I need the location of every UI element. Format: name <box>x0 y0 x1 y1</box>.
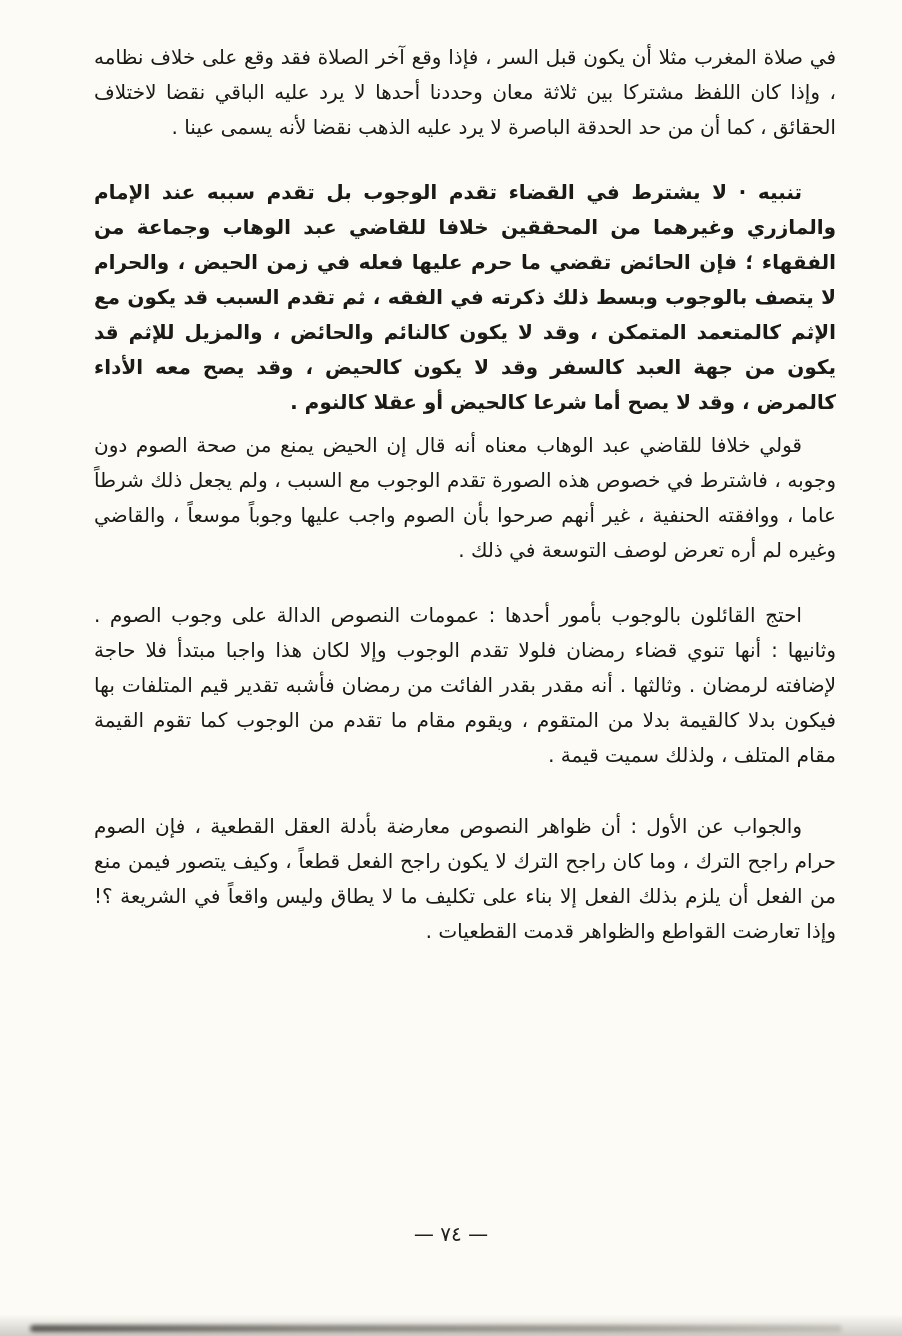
paragraph-1: في صلاة المغرب مثلا أن يكون قبل السر ، فإذا وقع آخر الصلاة فقد وقع على خلاف نظامه ، وإذا كان اللفظ مشتركا بين ثلاثة معان وحددنا أحدها لا يرد عليه الباقي نقضا لاختلاف الحقائق ، كما أن من حد الحدقة الباصرة لا يرد عليه الذهب نقضا لأنه يسمى عينا . <box>94 45 836 139</box>
scan-edge-artifact <box>30 1325 842 1332</box>
page-number: — ٧٤ — <box>413 1222 489 1246</box>
paragraph-4: احتج القائلون بالوجوب بأمور أحدها : عمومات النصوص الدالة على وجوب الصوم . وثانيها : أنها تنوي قضاء رمضان فلولا تقدم الوجوب وإلا لكان هذا واجبا مبتدأ فلا حاجة لإضافته لرمضان . وثالثها . أنه مقدر بقدر الفائت من رمضان فأشبه تقدير قيم المتلفات بها فيكون بدلا كالقيمة بدلا من المتقوم ، ويقوم مقام ما تقدم من الوجوب كما تقوم القيمة مقام المتلف ، ولذلك سميت قيمة . <box>94 603 836 767</box>
paragraph-3: قولي خلافا للقاضي عبد الوهاب معناه أنه قال إن الحيض يمنع من صحة الصوم دون وجوبه ، فاشترط في خصوص هذه الصورة تقدم الوجوب مع السبب ، ولم يجعل ذلك شرطاً عاما ، ووافقته الحنفية ، غير أنهم صرحوا بأن الصوم واجب عليها وجوباً موسعاً ، والقاضي وغيره لم أره تعرض لوصف التوسعة في ذلك . <box>94 433 836 562</box>
paragraph-5: والجواب عن الأول : أن ظواهر النصوص معارضة بأدلة العقل القطعية ، فإن الصوم حرام راجح الترك ، وما كان راجح الترك لا يكون راجح الفعل قطعاً ، وكيف يتصور فيمن منع من الفعل أن يلزم بذلك الفعل إلا بناء على تكليف ما لا يطاق وليس واقعاً في الشريعة ؟! وإذا تعارضت القواطع والظواهر قدمت القطعيات . <box>94 814 836 943</box>
text-block <box>94 40 836 949</box>
paragraph-2-tanbih: تنبيه · لا يشترط في القضاء تقدم الوجوب بل تقدم سببه عند الإمام والمازري وغيرهما من المحققين خلافا للقاضي عبد الوهاب وجماعة من الفقهاء ؛ فإن الحائض تقضي ما حرم عليها فعله في زمن الحيض ، والحرام لا يتصف بالوجوب وبسط ذلك ذكرته في الفقه ، ثم تقدم السبب قد يكون مع الإثم كالمتعمد المتمكن ، وقد لا يكون كالنائم والحائض ، والمزيل للإثم قد يكون من جهة العبد كالسفر وقد لا يكون كالحيض ، وقد يصح معه الأداء كالمرض ، وقد لا يصح أما شرعا كالحيض أو عقلا كالنوم . <box>94 180 836 414</box>
